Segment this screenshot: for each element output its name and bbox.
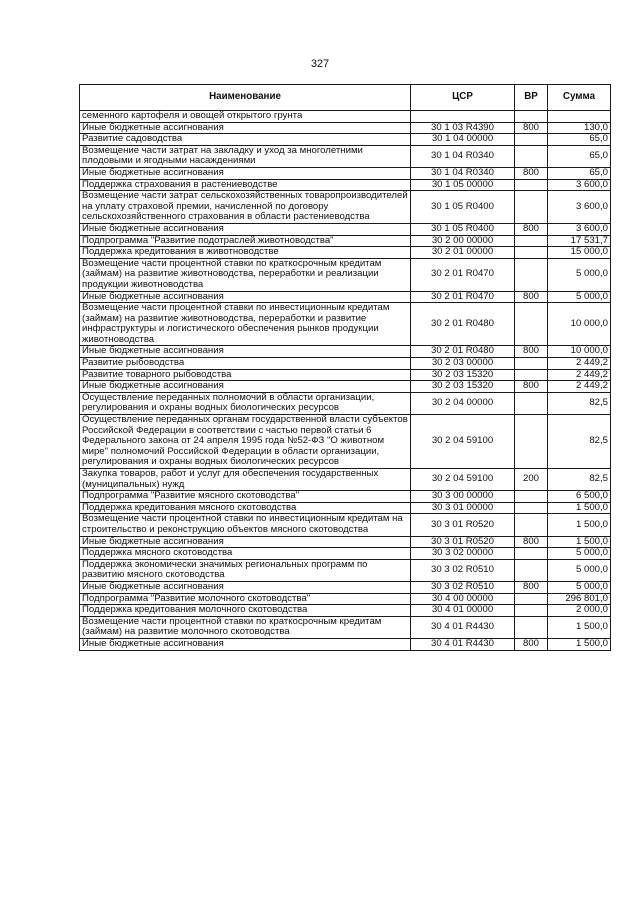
sum-cell: 5 000,0 bbox=[548, 258, 611, 291]
name-cell: Возмещение части процентной ставки по краткосрочным кредитам (займам) на развитие молочного скотоводства bbox=[80, 616, 411, 638]
vr-cell: 800 bbox=[515, 638, 548, 650]
csr-cell: 30 2 03 15320 bbox=[411, 369, 515, 381]
csr-cell: 30 2 00 00000 bbox=[411, 235, 515, 247]
table-row bbox=[80, 291, 611, 303]
table-row bbox=[80, 605, 611, 617]
name-cell: Подпрограмма "Развитие мясного скотоводства" bbox=[80, 491, 411, 503]
vr-cell bbox=[515, 502, 548, 514]
sum-cell: 1 500,0 bbox=[548, 514, 611, 536]
vr-cell bbox=[515, 593, 548, 605]
table-row bbox=[80, 167, 611, 179]
name-cell: Иные бюджетные ассигнования bbox=[80, 536, 411, 548]
table-row bbox=[80, 179, 611, 191]
vr-cell bbox=[515, 514, 548, 536]
table-body bbox=[80, 111, 611, 651]
sum-cell: 5 000,0 bbox=[548, 581, 611, 593]
table-row bbox=[80, 122, 611, 134]
csr-cell: 30 3 01 R0520 bbox=[411, 514, 515, 536]
name-cell: Поддержка кредитования молочного скотоводства bbox=[80, 605, 411, 617]
name-cell: Возмещение части затрат сельскохозяйственных товаропроизводителей на уплату страховой премии, начисленной по договору сельскохозяйственного страхования в области растениеводства bbox=[80, 191, 411, 224]
table-row bbox=[80, 392, 611, 414]
csr-cell: 30 3 02 R0510 bbox=[411, 581, 515, 593]
table-row bbox=[80, 381, 611, 393]
name-cell: Закупка товаров, работ и услуг для обеспечения государственных (муниципальных) нужд bbox=[80, 469, 411, 491]
csr-cell: 30 4 01 00000 bbox=[411, 605, 515, 617]
csr-cell bbox=[411, 111, 515, 123]
vr-cell bbox=[515, 179, 548, 191]
budget-table bbox=[79, 84, 611, 651]
name-cell: Иные бюджетные ассигнования bbox=[80, 122, 411, 134]
csr-cell: 30 2 01 R0470 bbox=[411, 258, 515, 291]
sum-cell: 2 449,2 bbox=[548, 381, 611, 393]
vr-cell bbox=[515, 358, 548, 370]
vr-cell bbox=[515, 616, 548, 638]
sum-cell: 2 449,2 bbox=[548, 369, 611, 381]
sum-cell: 10 000,0 bbox=[548, 346, 611, 358]
vr-cell bbox=[515, 258, 548, 291]
sum-cell: 1 500,0 bbox=[548, 638, 611, 650]
csr-cell: 30 2 03 00000 bbox=[411, 358, 515, 370]
name-cell: Возмещение части процентной ставки по краткосрочным кредитам (займам) на развитие животноводства, переработки и реализации продукции животноводства bbox=[80, 258, 411, 291]
csr-cell: 30 4 01 R4430 bbox=[411, 616, 515, 638]
sum-cell: 2 449,2 bbox=[548, 358, 611, 370]
csr-cell: 30 4 01 R4430 bbox=[411, 638, 515, 650]
csr-cell: 30 2 04 00000 bbox=[411, 392, 515, 414]
csr-cell: 30 2 01 00000 bbox=[411, 247, 515, 259]
vr-cell bbox=[515, 559, 548, 581]
csr-cell: 30 4 00 00000 bbox=[411, 593, 515, 605]
table-row bbox=[80, 358, 611, 370]
name-cell: Возмещение части процентной ставки по инвестиционным кредитам на строительство и реконструкцию объектов мясного скотоводства bbox=[80, 514, 411, 536]
name-cell: Развитие садоводства bbox=[80, 134, 411, 146]
table-row bbox=[80, 303, 611, 346]
vr-cell bbox=[515, 235, 548, 247]
table-row bbox=[80, 191, 611, 224]
name-cell: Развитие рыбоводства bbox=[80, 358, 411, 370]
name-cell: Поддержка страхования в растениеводстве bbox=[80, 179, 411, 191]
name-cell: Осуществление переданных органам государственной власти субъектов Российской Федерации в соответствии с частью первой статьи 6 Федерального закона от 24 апреля 1995 года №52-ФЗ "О животном мире" полномочий Российской Федерации в области организации, регулирования и охраны водных биологических ресурсов bbox=[80, 415, 411, 469]
table-row bbox=[80, 514, 611, 536]
name-cell: Поддержка кредитования мясного скотоводства bbox=[80, 502, 411, 514]
csr-cell: 30 1 05 00000 bbox=[411, 179, 515, 191]
name-cell: Иные бюджетные ассигнования bbox=[80, 291, 411, 303]
table-row bbox=[80, 469, 611, 491]
table-row bbox=[80, 134, 611, 146]
header-vr: ВР bbox=[515, 85, 548, 111]
csr-cell: 30 1 04 R0340 bbox=[411, 167, 515, 179]
sum-cell: 65,0 bbox=[548, 145, 611, 167]
name-cell: Осуществление переданных полномочий в области организации, регулирования и охраны водных биологических ресурсов bbox=[80, 392, 411, 414]
vr-cell bbox=[515, 605, 548, 617]
sum-cell: 10 000,0 bbox=[548, 303, 611, 346]
csr-cell: 30 3 02 R0510 bbox=[411, 559, 515, 581]
sum-cell: 5 000,0 bbox=[548, 548, 611, 560]
sum-cell: 17 531,7 bbox=[548, 235, 611, 247]
name-cell: Подпрограмма "Развитие молочного скотоводства" bbox=[80, 593, 411, 605]
table-row bbox=[80, 247, 611, 259]
name-cell: семенного картофеля и овощей открытого грунта bbox=[80, 111, 411, 123]
vr-cell: 800 bbox=[515, 167, 548, 179]
sum-cell: 3 600,0 bbox=[548, 223, 611, 235]
table-row bbox=[80, 145, 611, 167]
vr-cell bbox=[515, 303, 548, 346]
csr-cell: 30 2 04 59100 bbox=[411, 415, 515, 469]
csr-cell: 30 2 01 R0480 bbox=[411, 303, 515, 346]
name-cell: Иные бюджетные ассигнования bbox=[80, 223, 411, 235]
header-sum: Сумма bbox=[548, 85, 611, 111]
vr-cell: 800 bbox=[515, 346, 548, 358]
vr-cell bbox=[515, 415, 548, 469]
table-row bbox=[80, 581, 611, 593]
sum-cell: 82,5 bbox=[548, 469, 611, 491]
sum-cell: 130,0 bbox=[548, 122, 611, 134]
csr-cell: 30 1 04 R0340 bbox=[411, 145, 515, 167]
vr-cell bbox=[515, 145, 548, 167]
sum-cell: 5 000,0 bbox=[548, 559, 611, 581]
name-cell: Иные бюджетные ассигнования bbox=[80, 167, 411, 179]
table-row bbox=[80, 223, 611, 235]
sum-cell: 6 500,0 bbox=[548, 491, 611, 503]
sum-cell: 2 000,0 bbox=[548, 605, 611, 617]
table-row bbox=[80, 111, 611, 123]
name-cell: Иные бюджетные ассигнования bbox=[80, 381, 411, 393]
csr-cell: 30 2 03 15320 bbox=[411, 381, 515, 393]
vr-cell bbox=[515, 247, 548, 259]
sum-cell: 296 801,0 bbox=[548, 593, 611, 605]
table-row bbox=[80, 415, 611, 469]
name-cell: Иные бюджетные ассигнования bbox=[80, 581, 411, 593]
csr-cell: 30 1 03 R4390 bbox=[411, 122, 515, 134]
csr-cell: 30 1 05 R0400 bbox=[411, 223, 515, 235]
vr-cell bbox=[515, 134, 548, 146]
table-row bbox=[80, 559, 611, 581]
name-cell: Иные бюджетные ассигнования bbox=[80, 346, 411, 358]
name-cell: Иные бюджетные ассигнования bbox=[80, 638, 411, 650]
name-cell: Развитие товарного рыбоводства bbox=[80, 369, 411, 381]
name-cell: Возмещение части процентной ставки по инвестиционным кредитам (займам) на развитие животноводства, переработки и развитие инфраструктуры и логистического обеспечения рынков продукции животноводства bbox=[80, 303, 411, 346]
name-cell: Поддержка экономически значимых региональных программ по развитию мясного скотоводства bbox=[80, 559, 411, 581]
csr-cell: 30 3 01 R0520 bbox=[411, 536, 515, 548]
vr-cell: 800 bbox=[515, 581, 548, 593]
sum-cell: 65,0 bbox=[548, 167, 611, 179]
table-header-row bbox=[80, 85, 611, 111]
csr-cell: 30 3 02 00000 bbox=[411, 548, 515, 560]
header-name: Наименование bbox=[80, 85, 411, 111]
table-row bbox=[80, 491, 611, 503]
table-row bbox=[80, 638, 611, 650]
table-row bbox=[80, 502, 611, 514]
sum-cell: 5 000,0 bbox=[548, 291, 611, 303]
name-cell: Подпрограмма "Развитие подотраслей животноводства" bbox=[80, 235, 411, 247]
vr-cell: 800 bbox=[515, 122, 548, 134]
table-row bbox=[80, 346, 611, 358]
vr-cell: 200 bbox=[515, 469, 548, 491]
csr-cell: 30 1 05 R0400 bbox=[411, 191, 515, 224]
vr-cell: 800 bbox=[515, 223, 548, 235]
vr-cell: 800 bbox=[515, 536, 548, 548]
csr-cell: 30 2 04 59100 bbox=[411, 469, 515, 491]
sum-cell: 1 500,0 bbox=[548, 616, 611, 638]
csr-cell: 30 3 00 00000 bbox=[411, 491, 515, 503]
vr-cell: 800 bbox=[515, 381, 548, 393]
sum-cell: 3 600,0 bbox=[548, 179, 611, 191]
csr-cell: 30 2 01 R0470 bbox=[411, 291, 515, 303]
sum-cell: 82,5 bbox=[548, 415, 611, 469]
csr-cell: 30 3 01 00000 bbox=[411, 502, 515, 514]
vr-cell bbox=[515, 392, 548, 414]
table-row bbox=[80, 548, 611, 560]
vr-cell: 800 bbox=[515, 291, 548, 303]
csr-cell: 30 2 01 R0480 bbox=[411, 346, 515, 358]
table-row bbox=[80, 235, 611, 247]
sum-cell bbox=[548, 111, 611, 123]
sum-cell: 65,0 bbox=[548, 134, 611, 146]
page-number: 327 bbox=[310, 58, 330, 70]
name-cell: Поддержка кредитования в животноводстве bbox=[80, 247, 411, 259]
table-row bbox=[80, 616, 611, 638]
table-row bbox=[80, 369, 611, 381]
vr-cell bbox=[515, 191, 548, 224]
vr-cell bbox=[515, 491, 548, 503]
header-csr: ЦСР bbox=[411, 85, 515, 111]
name-cell: Возмещение части затрат на закладку и уход за многолетними плодовыми и ягодными насаждениями bbox=[80, 145, 411, 167]
vr-cell bbox=[515, 369, 548, 381]
sum-cell: 82,5 bbox=[548, 392, 611, 414]
sum-cell: 1 500,0 bbox=[548, 502, 611, 514]
csr-cell: 30 1 04 00000 bbox=[411, 134, 515, 146]
sum-cell: 15 000,0 bbox=[548, 247, 611, 259]
vr-cell bbox=[515, 548, 548, 560]
table-row bbox=[80, 593, 611, 605]
table-row bbox=[80, 258, 611, 291]
name-cell: Поддержка мясного скотоводства bbox=[80, 548, 411, 560]
sum-cell: 1 500,0 bbox=[548, 536, 611, 548]
sum-cell: 3 600,0 bbox=[548, 191, 611, 224]
table-row bbox=[80, 536, 611, 548]
vr-cell bbox=[515, 111, 548, 123]
